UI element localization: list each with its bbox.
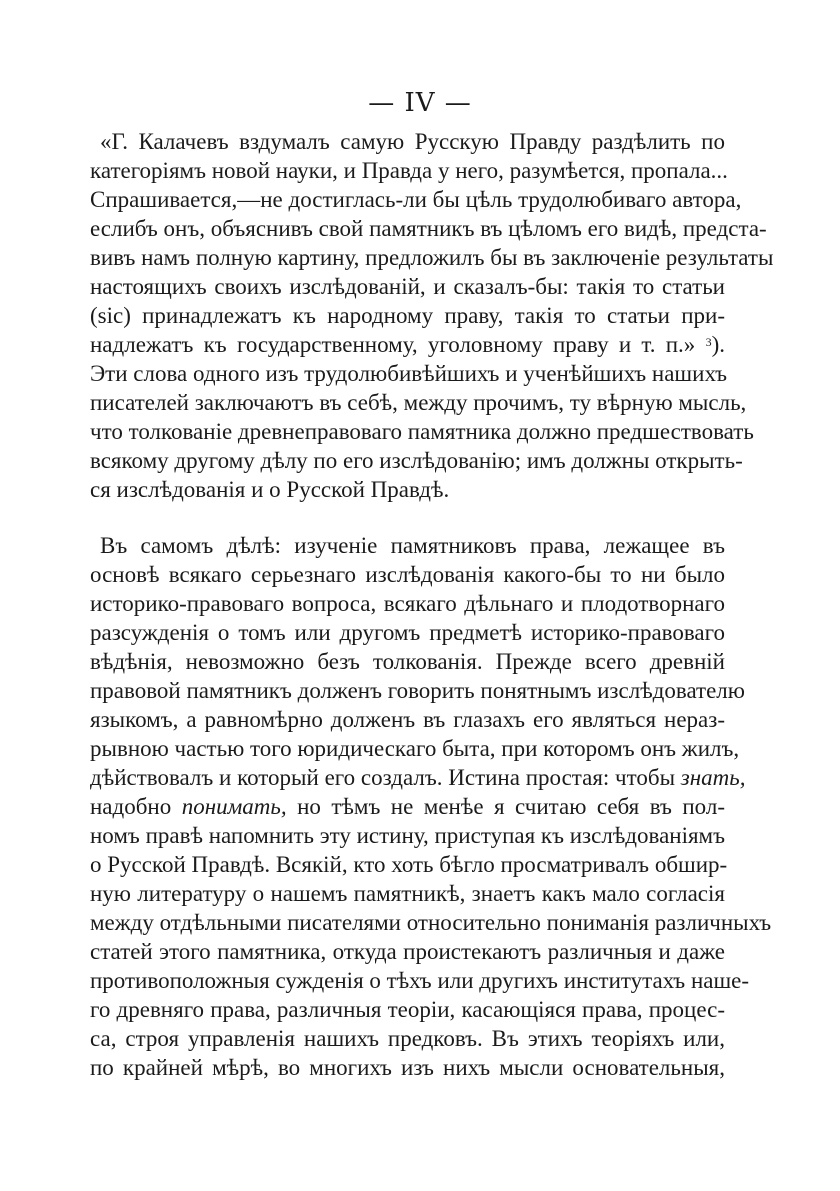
text-line: противоположныя сужденія о тѣхъ или другихъ институтахъ наше- <box>90 968 750 993</box>
text-segment: надобно <box>90 794 172 819</box>
text-line: са, строя управленія нашихъ предковъ. Въ этихъ теоріяхъ или, <box>90 1026 725 1051</box>
text-line: рывною частью того юридическаго быта, при которомъ онъ жилъ, <box>90 736 740 761</box>
text-line: Эти слова одного изъ трудолюбивѣйшихъ и ученѣйшихъ нашихъ <box>90 361 727 386</box>
text-line: писателей заключаютъ въ себѣ, между прочимъ, ту вѣрную мысль, <box>90 390 747 415</box>
page-number-header: — IV — <box>368 88 472 118</box>
text-line: Въ самомъ дѣлѣ: изученіе памятниковъ права, лежащее въ <box>100 533 725 558</box>
footnote-close: ). <box>711 332 725 357</box>
text-line: основѣ всякаго серьезнаго изслѣдованія какого-бы то ни было <box>90 562 725 587</box>
text-line: что толкованіе древнеправоваго памятника должно предшествовать <box>90 419 754 444</box>
text-line: по крайней мѣрѣ, во многихъ изъ нихъ мысли основательныя, <box>90 1055 725 1080</box>
text-line: (sic) принадлежатъ къ народному праву, такія то статьи при- <box>90 303 725 328</box>
text-segment: надлежатъ къ государственному, уголовному праву и т. п.» <box>90 332 696 357</box>
text-line: настоящихъ своихъ изслѣдованій, и сказалъ-бы: такія то статьи <box>90 274 725 299</box>
text-line-with-emphasis <box>90 763 746 792</box>
text-line: номъ правѣ напомнить эту истину, приступая къ изслѣдованіямъ <box>90 823 725 848</box>
text-line: вѣдѣнія, невозможно безъ толкованія. Прежде всего древній <box>90 649 725 674</box>
text-line: «Г. Калачевъ вздумалъ самую Русскую Правду раздѣлить по <box>100 129 725 154</box>
paragraph-2 <box>90 531 772 1082</box>
text-line: го древняго права, различныя теоріи, касающіяся права, процес- <box>90 997 725 1022</box>
text-line: ся изслѣдованія и о Русской Правдѣ. <box>90 477 450 502</box>
text-line: категоріямъ новой науки, и Правда у него, разумѣется, пропала... <box>90 158 728 183</box>
text-line: разсужденія о томъ или другомъ предметѣ историко-правоваго <box>90 620 725 645</box>
text-line: о Русской Правдѣ. Всякій, кто хоть бѣгло просматривалъ обшир- <box>90 852 728 877</box>
text-line: всякому другому дѣлу по его изслѣдованію; имъ должны открыть- <box>90 448 743 473</box>
paragraph-1 <box>90 127 774 504</box>
text-line: историко-правоваго вопроса, всякаго дѣльнаго и плодотворнаго <box>90 591 725 616</box>
footnote-marker: 3 <box>705 335 712 349</box>
text-line: статей этого памятника, откуда проистекаютъ различныя и даже <box>90 939 725 964</box>
text-line: между отдѣльными писателями относительно пониманія различныхъ <box>90 910 772 935</box>
emphasized-word: знать, <box>680 765 746 790</box>
text-line: Спрашивается,—не достиглась-ли бы цѣль трудолюбиваго автора, <box>90 187 742 212</box>
emphasized-word: понимать, <box>181 794 287 819</box>
text-line: ную литературу о нашемъ памятникѣ, знаетъ какъ мало согласія <box>90 881 725 906</box>
text-line-with-emphasis <box>90 792 725 821</box>
text-line: языкомъ, а равномѣрно долженъ въ глазахъ его являться нераз- <box>90 707 725 732</box>
text-segment: дѣйствовалъ и который его создалъ. Истина простая: чтобы <box>90 765 676 790</box>
text-segment: но тѣмъ не менѣе я считаю себя въ пол- <box>297 794 726 819</box>
text-line: вивъ намъ полную картину, предложилъ бы въ заключеніе результаты <box>90 245 774 270</box>
text-line-with-footnote <box>90 330 725 359</box>
text-line: правовой памятникъ долженъ говорить понятнымъ изслѣдователю <box>90 678 745 703</box>
text-line: еслибъ онъ, объяснивъ свой памятникъ въ цѣломъ его видѣ, предста- <box>90 216 767 241</box>
